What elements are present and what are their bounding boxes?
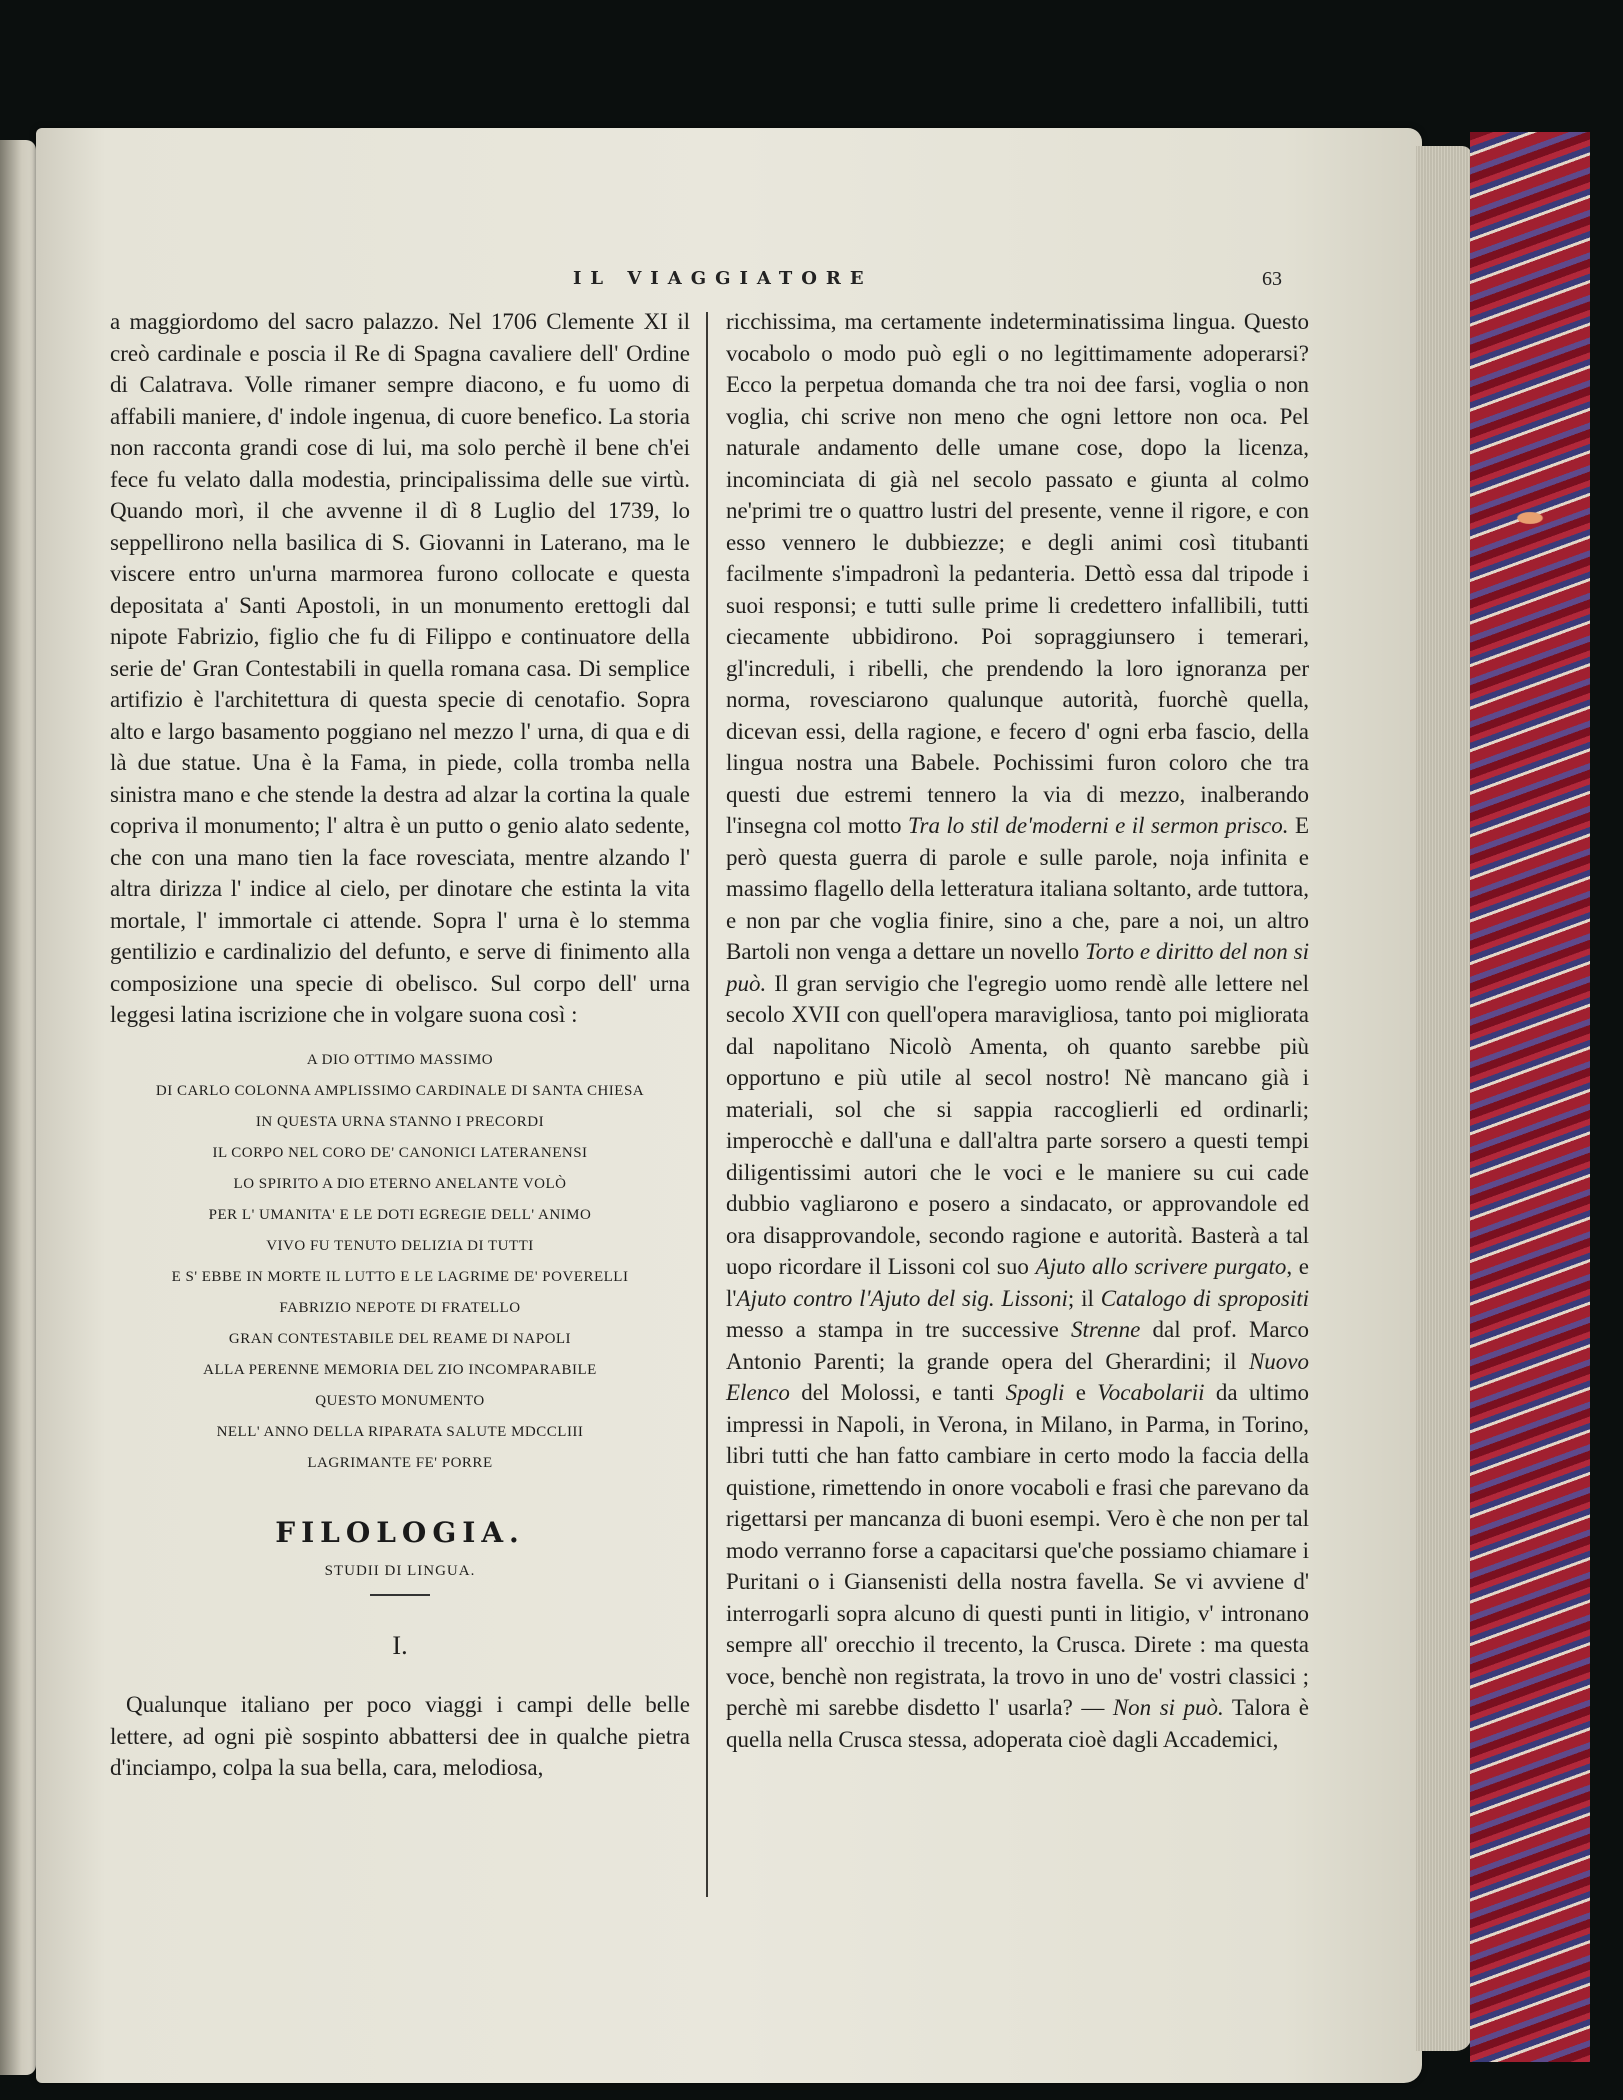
book-title: Strenne: [1070, 1317, 1141, 1342]
book-title: Ajuto contro l'Ajuto del sig. Lissoni: [736, 1285, 1068, 1311]
motto: Tra lo stil de'moderni e il sermon prisco.: [907, 813, 1289, 838]
text-run: dal prof. Marco Antonio Parenti; la grande opera del Gherardini; il: [726, 1317, 1310, 1374]
inscription-line: IN QUESTA URNA STANNO I PRECORDI: [255, 1113, 545, 1130]
page-number: 63: [1262, 268, 1282, 290]
inscription-line: VIVO FU TENUTO DELIZIA DI TUTTI: [266, 1237, 534, 1254]
inscription-line: DI CARLO COLONNA AMPLISSIMO CARDINALE DI SANTA CHIESA: [155, 1082, 645, 1099]
section-subtitle: STUDII DI LINGUA.: [324, 1563, 476, 1579]
section-title: FILOLOGIA.: [275, 1515, 525, 1549]
ornament-rule: [370, 1594, 430, 1596]
text-run: e: [1075, 1380, 1086, 1405]
inscription-line: GRAN CONTESTABILE DEL REAME DI NAPOLI: [228, 1330, 572, 1347]
column-divider: [706, 312, 708, 1897]
text-run: E però questa guerra di parole e sulle parole, noja infinita e massimo flagello della letteratura italiana soltanto, arde tuttora, e non par che voglia finire, sino a che, pare a noi, un altro Bartoli non venga a dettare un novello: [726, 813, 1310, 964]
inscription-line: LAGRIMANTE FE' PORRE: [307, 1454, 493, 1471]
book-title: Catalogo di spropositi: [1100, 1285, 1310, 1311]
inscription-line: LO SPIRITO A DIO ETERNO ANELANTE VOLÒ: [233, 1175, 567, 1192]
inscription-line: QUESTO MONUMENTO: [315, 1392, 485, 1409]
text-run: Talora è quella nella Crusca stessa, adoperata cioè dagli Accademici,: [726, 1695, 1310, 1752]
emphasis: Non si può.: [1112, 1695, 1224, 1720]
text-run: ; il: [1067, 1285, 1094, 1311]
inscription-line: IL CORPO NEL CORO DE' CANONICI LATERANENSI: [212, 1144, 588, 1161]
inscription-line: A DIO OTTIMO MASSIMO: [306, 1051, 494, 1068]
left-page-edge: [0, 140, 36, 2075]
inscription-line: PER L' UMANITA' E LE DOTI EGREGIE DELL' ANIMO: [208, 1206, 592, 1223]
left-paragraph: a maggiordomo del sacro palazzo. Nel 1706 Clemente XI il creò cardinale e poscia il Re di Spagna cavaliere dell' Ordine di Calatrava. Volle rimaner sempre diacono, e fu uomo di affabili maniere, d' indole ingenua, di cuore benefico. La storia non racconta grandi cose di lui, ma solo perchè il bene ch'ei fece fu velato dalla modestia, principalissima delle sue virtù. Quando morì, il che avvenne il dì 8 Luglio del 1739, lo seppellirono nella basilica di S. Giovanni in Laterano, ma le viscere entro un'urna marmorea furono collocate e questa depositata a' Santi Apostoli, in un monumento erettogli dal nipote Fabrizio, figlio che fu di Filippo e continuatore della serie de' Gran Contestabili in quella romana casa. Di semplice artifizio è l'architettura di questa specie di cenotafio. Sopra alto e largo basamento poggiano nel mezzo l' urna, di qua e di là due statue. Una è la Fama, in piede, colla tromba nella sinistra mano e che stende la destra ad alzar la cortina la quale copriva il monumento; l' altra è un putto o genio alato sedente, che con una mano tien la face rovesciata, mentre alzando l' altra dirizza l' indice al cielo, per dinotare che estinta la vita mortale, l' immortale ci attende. Sopra l' urna è lo stemma gentilizio e cardinalizio del defunto, e serve di finimento alla composizione una specie di obelisco. Sul corpo dell' urna leggesi latina iscrizione che in volgare suona così :: [110, 309, 690, 1027]
text-run: messo a stampa in tre successive: [726, 1317, 1059, 1342]
inscription-line: ALLA PERENNE MEMORIA DEL ZIO INCOMPARABILE: [203, 1361, 597, 1378]
left-column: [110, 306, 690, 1784]
latin-inscription: [110, 1045, 690, 1479]
book-title: Torto e diritto del non si può.: [726, 939, 1309, 996]
text-run: , e l': [726, 1254, 1309, 1311]
text-run: ricchissima, ma certamente indeterminatissima lingua. Questo vocabolo o modo può egli o no legittimamente adoperarsi? Ecco la perpetua domanda che tra noi dee farsi, voglia o non voglia, chi scrive non meno che ogni lettore non oca. Pel naturale andamento delle umane cose, dopo la licenza, incominciata di già nel secolo passato e giunta al colmo ne'primi tre o quattro lustri del presente, venne il rigore, e con esso vennero le dubbiezze; e degli animi così titubanti facilmente s'impadronì la pedanteria. Dettò essa dal tripode i suoi responsi; e tutti sulle prime li credettero infallibili, tutti ciecamente ubbidirono. Poi sopraggiunsero i temerari, gl'increduli, i ribelli, che prendendo la loro ignoranza per norma, rovesciarono qualunque autorità, fuorchè quella, dicevan essi, della ragione, e fecero d' ogni erba fascio, della lingua nostra una Babele. Pochissimi furon coloro che tra questi due estremi tennero la via di mezzo, inalberando l'insegna col motto: [726, 309, 1309, 838]
section-first-paragraph: Qualunque italiano per poco viaggi i campi delle belle lettere, ad ogni piè sospinto abbattersi dee in qualche pietra d'inciampo, colpa la sua bella, cara, melodiosa,: [110, 1692, 690, 1780]
inscription-line: E S' EBBE IN MORTE IL LUTTO E LE LAGRIME DE' POVERELLI: [171, 1268, 629, 1285]
text-run: Il gran servigio che l'egregio uomo rendè alle lettere nel secolo XVII con quell'opera maravigliosa, tanto poi migliorata dal napolitano Nicolò Amenta, oh quanto sarebbe più opportuno e più utile al secol nostro! Nè mancano già i materiali, sol che si sappia raccoglierli ed ordinarli; imperocchè e dall'una e dall'altra parte sorsero a questi tempi diligentissimi autori che le voci e le maniere su cui cade dubbio vagliarono e posero a sindacato, or approvandole ed ora disapprovandole, secondo ragione e autorità. Basterà a tal uopo ricordare il Lissoni col suo: [726, 970, 1310, 1279]
right-column: [726, 306, 1309, 1755]
book-title: Vocabolarii: [1097, 1380, 1205, 1405]
page-block-edge: [1416, 146, 1472, 2051]
text-run: da ultimo impressi in Napoli, in Verona, in Milano, in Parma, in Torino, libri tutti che han fatto cambiare in certo modo la faccia della quistione, rimettendo in onore vocaboli e frasi che parevano da rigettarsi per mancanza di buoni esempi. Vero è che non per tal modo verranno forse a capacitarsi que'che possiamo chiamare i Puritani o i Giansenisti della nostra favella. Se vi avviene d' interrogarli sopra alcuno di questi punti in litigio, v' intronano sempre all' orecchio il trecento, la Crusca. Direte : ma questa voce, benchè non registrata, la trovo in uno de' vostri classici ; perchè mi sarebbe disdetto l' usarla? —: [726, 1380, 1310, 1720]
text-run: del Molossi, e tanti: [801, 1380, 995, 1405]
running-head: IL VIAGGIATORE: [573, 268, 873, 289]
section-number: I.: [392, 1630, 408, 1660]
book-title: Nuovo Elenco: [726, 1348, 1309, 1405]
right-paragraph: [726, 306, 1309, 1755]
book-title: Ajuto allo scrivere purgato: [1035, 1254, 1287, 1279]
inscription-line: FABRIZIO NEPOTE DI FRATELLO: [279, 1299, 521, 1316]
inscription-line: NELL' ANNO DELLA RIPARATA SALUTE MDCCLIII: [216, 1423, 584, 1440]
book-title: Spogli: [1005, 1380, 1065, 1405]
